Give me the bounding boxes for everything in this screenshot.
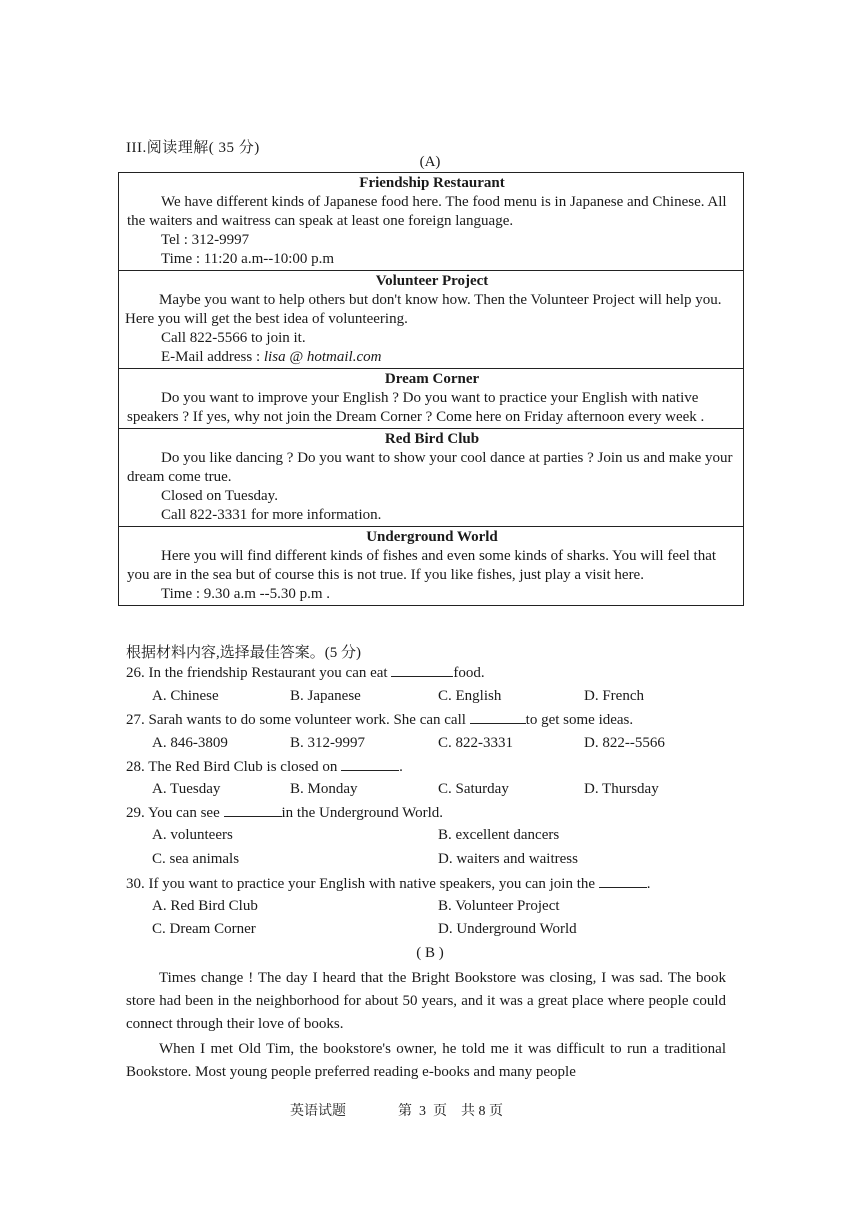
option-c: C. 822-3331 (438, 735, 513, 751)
option-a: A. Chinese (152, 688, 219, 704)
answer-blank (341, 758, 399, 771)
question-28 (126, 758, 403, 776)
question-text-end: in the Underground World. (281, 805, 444, 821)
option-a: A. 846-3809 (152, 735, 228, 751)
ads-table (118, 172, 744, 606)
passage-paragraph: Times change ! The day I heard that the Bright Bookstore was closing, I was sad. The book store had been in the neighborhood for about 50 years, and it was a great place where people could connect through their love of books. (126, 970, 726, 1032)
ad-paragraph: We have different kinds of Japanese food here. The food menu is in Japanese and Chinese. All the waiters and waitress can speak at least one foreign language. (127, 194, 727, 229)
ad-paragraph: Here you will find different kinds of fishes and even some kinds of sharks. You will feel that you are in the sea but of course this is not true. If you like fishes, just play a visit here. (127, 548, 717, 583)
option-a: A. Red Bird Club (152, 898, 258, 914)
answer-blank (470, 711, 526, 724)
question-29 (126, 804, 443, 822)
part-b-label: ( B ) (416, 945, 444, 961)
question-text: 29. You can see (126, 805, 224, 821)
ad-red-bird-club (119, 429, 743, 527)
total-suffix: 页 (489, 1104, 503, 1119)
ad-call: Call 822-3331 for more information. (161, 507, 382, 523)
option-d: D. waiters and waitress (438, 851, 578, 867)
ad-closed: Closed on Tuesday. (161, 488, 278, 504)
answer-blank (224, 804, 282, 817)
question-text: 28. The Red Bird Club is closed on (126, 759, 342, 775)
ad-volunteer-project (119, 271, 743, 369)
page-prefix: 第 (398, 1104, 412, 1119)
option-b: B. Volunteer Project (438, 898, 560, 914)
option-d: D. 822--5566 (584, 735, 665, 751)
ad-friendship-restaurant (119, 173, 743, 271)
total-prefix: 共 (461, 1104, 475, 1119)
question-27 (126, 711, 633, 729)
email-label: E-Mail address : (161, 349, 264, 365)
option-c: C. English (438, 688, 502, 704)
option-d: D. Underground World (438, 921, 577, 937)
ad-title: Friendship Restaurant (359, 175, 505, 191)
page-mid: 页 (433, 1104, 447, 1119)
question-text: 30. If you want to practice your English with native speakers, you can join the (126, 876, 599, 892)
section-title: III.阅读理解( 35 分) (126, 140, 260, 156)
ad-title: Red Bird Club (384, 431, 480, 447)
question-text-end: food. (453, 665, 485, 681)
total-pages: 8 (478, 1104, 486, 1119)
ad-title: Dream Corner (384, 371, 480, 387)
ad-call: Call 822-5566 to join it. (161, 330, 306, 346)
footer-subject: 英语试题 (290, 1104, 346, 1119)
question-text-end: . (399, 759, 403, 775)
option-b: B. Monday (290, 781, 358, 797)
option-d: D. French (584, 688, 644, 704)
ad-dream-corner (119, 369, 743, 429)
option-b: B. excellent dancers (438, 827, 560, 843)
ad-time: Time : 11:20 a.m--10:00 p.m (161, 251, 335, 267)
footer-page-info (398, 1100, 503, 1120)
part-a-label: (A) (419, 154, 441, 170)
answer-blank (391, 664, 453, 677)
question-text-end: to get some ideas. (525, 712, 634, 728)
ad-paragraph: Do you want to improve your English ? Do you want to practice your English with native speakers ? If yes, why not join the Dream Corner ? Come here on Friday afternoon every week . (127, 390, 705, 425)
page-number: 3 (419, 1104, 426, 1119)
ad-paragraph: Do you like dancing ? Do you want to show your cool dance at parties ? Join us and make your dream come true. (127, 450, 733, 485)
option-a: A. volunteers (152, 827, 233, 843)
question-text-end: . (646, 876, 651, 892)
option-d: D. Thursday (584, 781, 659, 797)
question-instruction: 根据材料内容,选择最佳答案。(5 分) (126, 645, 361, 661)
option-c: C. sea animals (152, 851, 240, 867)
option-a: A. Tuesday (152, 781, 221, 797)
option-b: B. 312-9997 (290, 735, 365, 751)
ad-time: Time : 9.30 a.m --5.30 p.m . (161, 586, 331, 602)
ad-tel: Tel : 312-9997 (161, 232, 250, 248)
ad-email-line (127, 348, 737, 367)
question-text: 26. In the friendship Restaurant you can eat (126, 665, 392, 681)
ad-title: Underground World (366, 529, 498, 545)
passage-paragraph: When I met Old Tim, the bookstore's owner, he told me it was difficult to run a traditional Bookstore. Most young people preferred reading e-books and many people (126, 1041, 726, 1080)
ad-title: Volunteer Project (375, 273, 489, 289)
option-c: C. Dream Corner (152, 921, 256, 937)
answer-blank (599, 875, 647, 888)
question-text: 27. Sarah wants to do some volunteer work. She can call (126, 712, 470, 728)
question-30 (126, 875, 651, 893)
option-b: B. Japanese (290, 688, 361, 704)
ad-underground-world (119, 527, 743, 605)
option-c: C. Saturday (438, 781, 509, 797)
reading-passage (126, 967, 726, 1084)
email-address: lisa @ hotmail.com (263, 349, 382, 365)
ad-paragraph: Maybe you want to help others but don't know how. Then the Volunteer Project will help you. Here you will get the best idea of volunteering. (125, 292, 722, 327)
question-26 (126, 664, 485, 682)
